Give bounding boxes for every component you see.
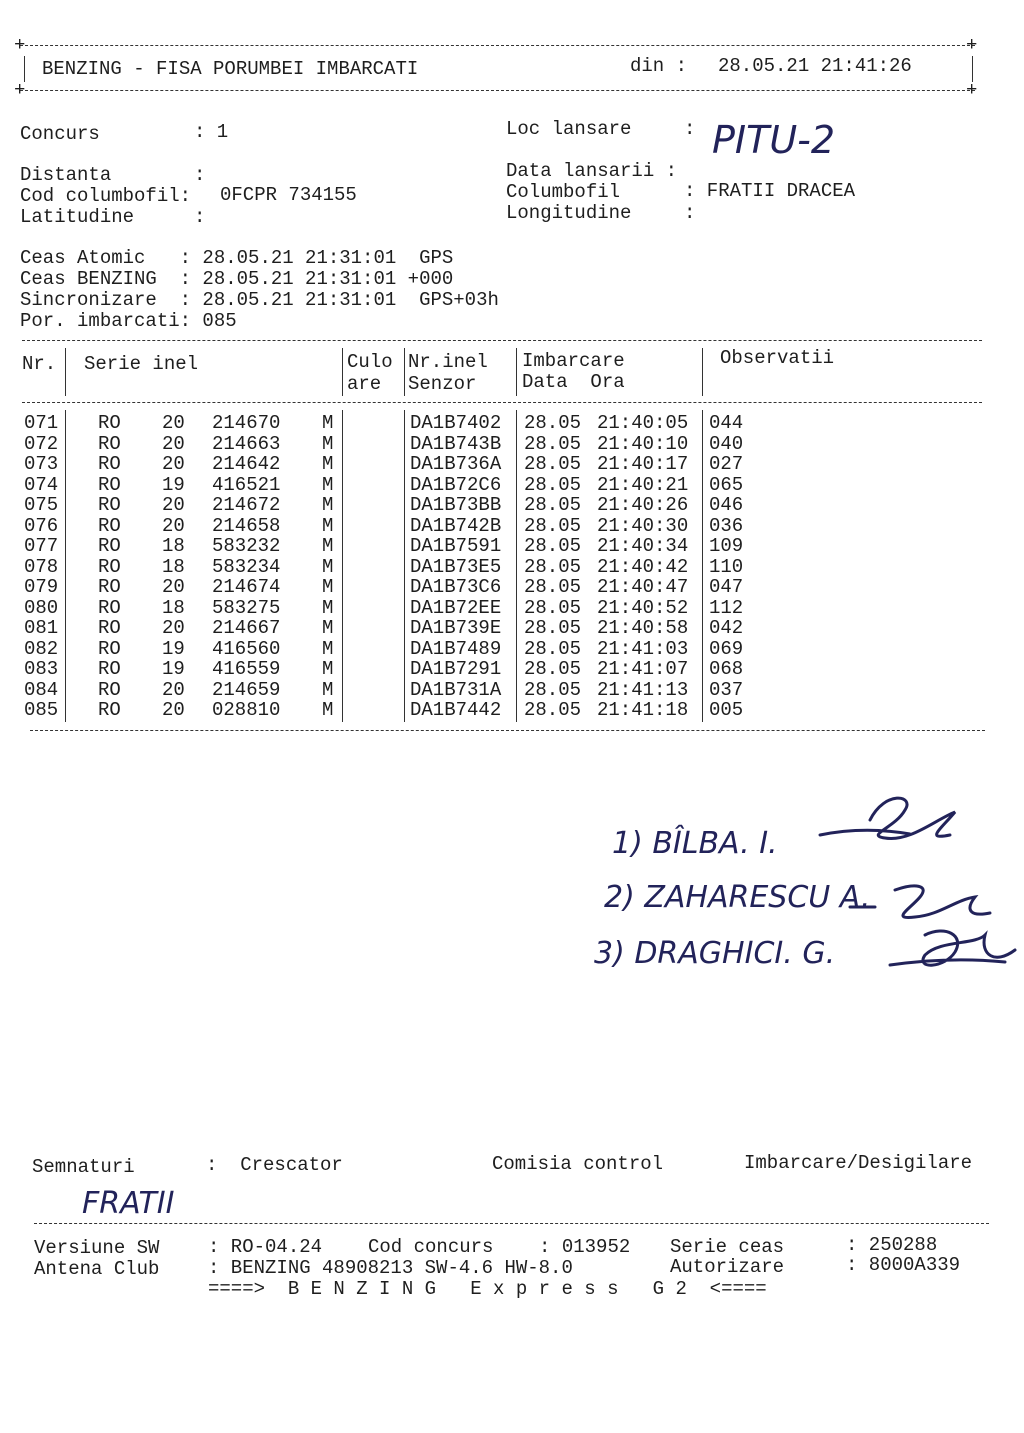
versiune-sw-value: : RO-04.24: [208, 1236, 323, 1258]
row-sex: M: [322, 514, 334, 537]
row-senzor: DA1B742B: [410, 514, 502, 537]
header-din-label: din :: [630, 55, 688, 77]
row-ora: 21:41:18: [597, 699, 689, 721]
row-tara: RO: [98, 637, 121, 660]
table-row: [0, 537, 1024, 558]
commission-member-2: 2) ZAHARESCU A.: [604, 880, 871, 915]
row-tara: RO: [98, 432, 121, 455]
th-imbarcare: Imbarcare: [522, 350, 625, 372]
th-are: are: [347, 373, 382, 395]
row-ora: 21:40:05: [597, 412, 689, 434]
row-nr: 081: [24, 617, 59, 639]
table-row: [0, 496, 1024, 517]
row-nr: 084: [24, 678, 59, 701]
row-data: 28.05: [524, 658, 582, 680]
row-ora: 21:40:21: [597, 473, 689, 496]
row-ora: 21:40:10: [597, 432, 689, 455]
th-observatii: Observatii: [720, 347, 835, 369]
row-data: 28.05: [524, 473, 582, 496]
table-bottom-border: [30, 730, 985, 731]
row-sex: M: [322, 412, 334, 434]
row-sex: M: [322, 678, 334, 701]
table-row: [0, 555, 1024, 579]
row-senzor: DA1B7442: [410, 699, 502, 721]
header-title: BENZING - FISA PORUMBEI IMBARCATI: [42, 58, 419, 80]
commission-signature-1: [815, 790, 965, 850]
row-sex: M: [322, 535, 334, 557]
row-nr: 072: [24, 432, 59, 455]
row-nr: 075: [24, 494, 59, 516]
benzing-express-line: ====> B E N Z I N G E x p r e s s G 2 <====: [208, 1278, 767, 1300]
row-an: 18: [162, 535, 185, 557]
row-obs: 046: [709, 494, 744, 516]
row-nr: 082: [24, 637, 59, 660]
row-an: 18: [162, 555, 185, 578]
commission-member-1: 1) BÎLBA. I.: [612, 826, 778, 861]
table-row: [0, 619, 1024, 640]
row-tara: RO: [98, 514, 121, 537]
latitudine-value: :: [194, 206, 206, 228]
autorizare-value: : 8000A339: [846, 1254, 961, 1276]
row-obs: 027: [709, 453, 744, 475]
row-ora: 21:40:58: [597, 617, 689, 639]
row-inel: 214642: [212, 453, 281, 475]
row-nr: 077: [24, 535, 59, 557]
row-ora: 21:40:26: [597, 494, 689, 516]
row-nr: 085: [24, 699, 59, 721]
row-ora: 21:40:17: [597, 453, 689, 475]
row-an: 20: [162, 514, 185, 537]
header-plus-left-bottom: +: [14, 79, 26, 101]
row-ora: 21:40:47: [597, 576, 689, 598]
row-obs: 005: [709, 699, 744, 721]
row-an: 20: [162, 494, 185, 516]
row-tara: RO: [98, 678, 121, 701]
row-data: 28.05: [524, 637, 582, 660]
row-obs: 068: [709, 658, 744, 680]
header-plus-right-top: +: [966, 34, 978, 56]
row-inel: 214667: [212, 617, 281, 639]
crescator-signature: FRATII: [82, 1186, 175, 1221]
th-culo: Culo: [347, 351, 393, 373]
row-senzor: DA1B73C6: [410, 576, 502, 598]
th-serie-inel: Serie inel: [84, 353, 199, 375]
col-sep-imbarcare: [702, 348, 703, 396]
row-tara: RO: [98, 658, 121, 680]
table-row: [0, 637, 1024, 661]
row-obs: 036: [709, 514, 744, 537]
serie-ceas-value: : 250288: [846, 1234, 938, 1256]
row-tara: RO: [98, 412, 121, 434]
row-inel: 583234: [212, 555, 281, 578]
row-senzor: DA1B72EE: [410, 596, 502, 619]
row-sex: M: [322, 596, 334, 619]
semnaturi-label: Semnaturi: [32, 1156, 135, 1178]
row-an: 20: [162, 699, 185, 721]
header-plus-left-top: +: [14, 34, 26, 56]
ceas-atomic-line: Ceas Atomic : 28.05.21 21:31:01 GPS: [20, 247, 454, 269]
crescator-label: : Crescator: [206, 1154, 343, 1176]
row-obs: 037: [709, 678, 744, 701]
row-nr: 073: [24, 453, 59, 475]
row-data: 28.05: [524, 514, 582, 537]
row-data: 28.05: [524, 576, 582, 598]
row-sex: M: [322, 576, 334, 598]
antena-club-label: Antena Club: [34, 1258, 160, 1280]
row-ora: 21:40:30: [597, 514, 689, 537]
th-data-ora: Data Ora: [522, 371, 625, 393]
row-data: 28.05: [524, 596, 582, 619]
row-tara: RO: [98, 699, 121, 721]
row-an: 19: [162, 637, 185, 660]
table-header-bottom-border: [22, 402, 982, 403]
row-obs: 040: [709, 432, 744, 455]
row-data: 28.05: [524, 453, 582, 475]
row-ora: 21:41:03: [597, 637, 689, 660]
row-inel: 214674: [212, 576, 281, 598]
row-nr: 076: [24, 514, 59, 537]
row-inel: 214672: [212, 494, 281, 516]
th-senzor: Senzor: [408, 373, 477, 395]
body-sep-nr: [65, 410, 66, 722]
row-obs: 109: [709, 535, 744, 557]
ceas-benzing-line: Ceas BENZING : 28.05.21 21:31:01 +000: [20, 268, 454, 290]
row-nr: 079: [24, 576, 59, 598]
row-senzor: DA1B7291: [410, 658, 502, 680]
col-sep-nr: [65, 348, 66, 396]
table-row: [0, 678, 1024, 702]
row-tara: RO: [98, 576, 121, 598]
row-senzor: DA1B736A: [410, 453, 502, 475]
concurs-value: : 1: [194, 121, 229, 143]
row-data: 28.05: [524, 678, 582, 701]
row-inel: 214659: [212, 678, 281, 701]
row-an: 18: [162, 596, 185, 619]
header-top-border: [20, 45, 975, 46]
row-inel: 416521: [212, 473, 281, 496]
row-obs: 065: [709, 473, 744, 496]
header-plus-right-bottom: +: [966, 79, 978, 101]
distanta-label: Distanta: [20, 164, 112, 186]
loc-lansare-value: :: [684, 118, 696, 140]
row-data: 28.05: [524, 617, 582, 639]
table-row: [0, 514, 1024, 538]
col-sep-senzor: [516, 348, 517, 396]
body-sep-imbarcare: [702, 410, 703, 722]
th-nr-inel: Nr.inel: [408, 351, 488, 373]
row-sex: M: [322, 637, 334, 660]
row-senzor: DA1B731A: [410, 678, 502, 701]
row-obs: 112: [709, 596, 744, 619]
row-tara: RO: [98, 494, 121, 516]
row-obs: 110: [709, 555, 744, 578]
table-row: [0, 701, 1024, 722]
distanta-value: :: [194, 164, 206, 186]
row-an: 19: [162, 658, 185, 680]
comisia-control-label: Comisia control: [492, 1153, 664, 1175]
table-row: [0, 660, 1024, 681]
columbofil-label: Columbofil: [506, 181, 621, 203]
row-sex: M: [322, 555, 334, 578]
autorizare-label: Autorizare: [670, 1256, 785, 1278]
antena-club-value: : BENZING 48908213 SW-4.6 HW-8.0: [208, 1257, 573, 1279]
row-obs: 042: [709, 617, 744, 639]
row-sex: M: [322, 473, 334, 496]
row-sex: M: [322, 699, 334, 721]
row-nr: 080: [24, 596, 59, 619]
concurs-label: Concurs: [20, 123, 100, 145]
th-nr: Nr.: [22, 353, 57, 375]
columbofil-value: : FRATII DRACEA: [684, 180, 856, 202]
table-row: [0, 432, 1024, 456]
row-ora: 21:41:13: [597, 678, 689, 701]
table-row: [0, 473, 1024, 497]
row-tara: RO: [98, 453, 121, 475]
row-senzor: DA1B743B: [410, 432, 502, 455]
row-data: 28.05: [524, 494, 582, 516]
row-nr: 083: [24, 658, 59, 680]
row-data: 28.05: [524, 412, 582, 434]
row-an: 19: [162, 473, 185, 496]
table-top-border: [22, 340, 982, 341]
row-sex: M: [322, 658, 334, 680]
body-sep-culo: [404, 410, 405, 722]
row-data: 28.05: [524, 555, 582, 578]
versiune-sw-label: Versiune SW: [34, 1237, 160, 1259]
row-sex: M: [322, 617, 334, 639]
row-nr: 078: [24, 555, 59, 578]
row-inel: 583232: [212, 535, 281, 557]
row-an: 20: [162, 678, 185, 701]
row-nr: 074: [24, 473, 59, 496]
row-inel: 214663: [212, 432, 281, 455]
row-inel: 583275: [212, 596, 281, 619]
row-tara: RO: [98, 555, 121, 578]
cod-concurs: Cod concurs : 013952: [368, 1236, 631, 1258]
body-sep-senzor: [516, 410, 517, 722]
data-lansarii-label: Data lansarii :: [506, 160, 678, 182]
header-din-value: 28.05.21 21:41:26: [718, 55, 912, 77]
row-tara: RO: [98, 473, 121, 496]
row-inel: 416559: [212, 658, 281, 680]
signatures-bottom-border: [34, 1223, 989, 1224]
row-inel: 028810: [212, 699, 281, 721]
row-an: 20: [162, 576, 185, 598]
row-tara: RO: [98, 535, 121, 557]
row-tara: RO: [98, 596, 121, 619]
row-an: 20: [162, 617, 185, 639]
table-row: [0, 578, 1024, 599]
loc-lansare-handwritten: PITU-2: [712, 118, 836, 162]
row-sex: M: [322, 453, 334, 475]
row-ora: 21:40:52: [597, 596, 689, 619]
header-bottom-border: [20, 90, 975, 91]
row-data: 28.05: [524, 535, 582, 557]
sincronizare-line: Sincronizare : 28.05.21 21:31:01 GPS+03h: [20, 289, 499, 311]
body-sep-serie: [342, 410, 343, 722]
row-ora: 21:41:07: [597, 658, 689, 680]
cod-columbofil-label: Cod columbofil:: [20, 185, 192, 207]
row-senzor: DA1B72C6: [410, 473, 502, 496]
row-obs: 069: [709, 637, 744, 660]
row-obs: 047: [709, 576, 744, 598]
row-inel: 214670: [212, 412, 281, 434]
row-senzor: DA1B73BB: [410, 494, 502, 516]
row-an: 20: [162, 412, 185, 434]
row-senzor: DA1B7402: [410, 412, 502, 434]
serie-ceas-label: Serie ceas: [670, 1236, 785, 1258]
row-an: 20: [162, 432, 185, 455]
row-inel: 416560: [212, 637, 281, 660]
row-senzor: DA1B7489: [410, 637, 502, 660]
col-sep-serie: [342, 348, 343, 396]
row-senzor: DA1B7591: [410, 535, 502, 557]
row-obs: 044: [709, 412, 744, 434]
table-row: [0, 596, 1024, 620]
longitudine-value: :: [684, 202, 696, 224]
cod-columbofil-value: 0FCPR 734155: [220, 184, 357, 206]
row-data: 28.05: [524, 699, 582, 721]
commission-member-3: 3) DRAGHICI. G.: [594, 936, 836, 971]
commission-signature-3: [885, 920, 1024, 980]
col-sep-culo: [404, 348, 405, 396]
row-data: 28.05: [524, 432, 582, 455]
row-senzor: DA1B739E: [410, 617, 502, 639]
row-ora: 21:40:34: [597, 535, 689, 557]
por-imbarcati-line: Por. imbarcati: 085: [20, 310, 237, 332]
row-ora: 21:40:42: [597, 555, 689, 578]
row-an: 20: [162, 453, 185, 475]
row-sex: M: [322, 432, 334, 455]
row-nr: 071: [24, 412, 59, 434]
table-row: [0, 414, 1024, 435]
loc-lansare-label: Loc lansare: [506, 118, 632, 140]
row-inel: 214658: [212, 514, 281, 537]
longitudine-label: Longitudine: [506, 202, 632, 224]
row-senzor: DA1B73E5: [410, 555, 502, 578]
row-sex: M: [322, 494, 334, 516]
row-tara: RO: [98, 617, 121, 639]
table-row: [0, 455, 1024, 476]
imbarcare-desigilare-label: Imbarcare/Desigilare: [744, 1152, 973, 1174]
latitudine-label: Latitudine: [20, 206, 135, 228]
